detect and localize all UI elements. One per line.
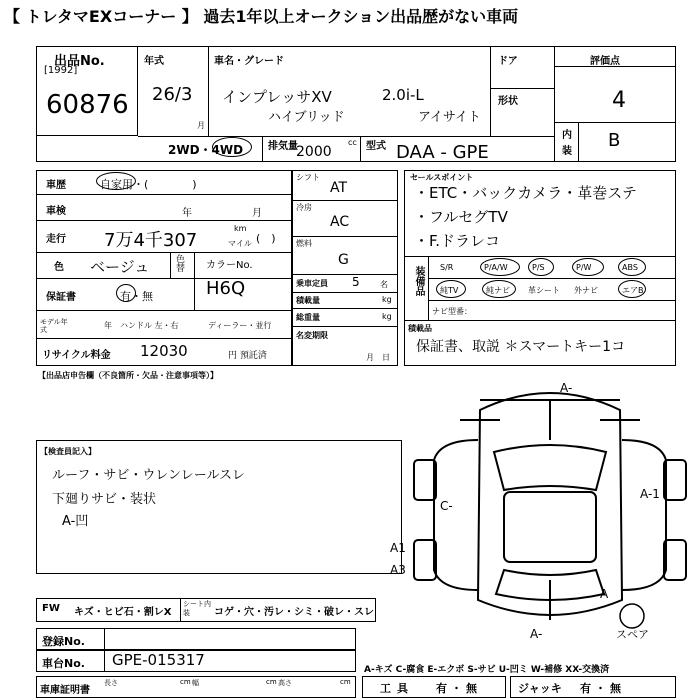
page-header: 【 トレタマEXコーナー 】 過去1年以上オークション出品歴がない車両 [4,7,519,26]
equipment-label: 装備品 [413,266,424,296]
diagram-mark-rear: A- [530,627,543,641]
interior-label-2: 装 [562,146,572,157]
gross-unit: kg [382,312,392,321]
load-unit: kg [382,295,392,304]
sales-point-1: ・ETC・バックカメラ・革巻ステ [414,184,637,202]
seat-codes: コゲ・穴・汚レ・シミ・破レ・スレ [214,607,374,618]
diagram-mark-roof: A- [560,381,573,395]
lot-number: 60876 [46,90,129,120]
recycle-label: リサイクル料金 [42,350,111,361]
color-code-label: カラーNo. [206,260,253,271]
accessories-value: 保証書、取説 ＊スマートキー1コ [416,339,626,355]
color-value: ベージュ [90,258,150,276]
navi-model-label: ナビ型番： [432,307,472,316]
seat-label: シート内装 [183,600,211,617]
displacement-unit: cc [348,138,357,147]
cert-height: 高さ [278,679,292,687]
shift-value: AT [330,180,348,196]
equip-paw-circle [480,258,520,276]
displacement-value: 2000 [296,144,332,160]
cert-width: 幅 [192,679,199,687]
cert-cm-1: cm [180,678,191,686]
jack-options: 有・無 [580,682,625,695]
history-circle [96,172,136,190]
mileage-label: 走行 [46,234,66,245]
equip-airbag: エアB [622,286,644,295]
model-year-unit: 年 [104,321,112,330]
capacity-label: 乗車定員 [296,279,328,288]
mileage-unit-km: km [234,224,247,233]
equip-leather: 革シート [528,286,560,295]
aircon-value: AC [330,214,350,230]
equip-airbag-circle [618,280,646,298]
diagram-mark-right: A-1 [640,487,660,501]
chassis-label: 車台No. [42,657,85,670]
lot-code: [1992] [44,65,78,76]
drive-options: 2WD・4WD [168,143,244,157]
diagram-mark-rear-right: A [600,587,609,601]
body-type-label: 形状 [498,96,518,107]
equip-tv-circle [436,280,466,298]
year-value: 26/3 [152,84,193,105]
color-code: H6Q [206,278,246,299]
recycle-value: 12030 [140,342,188,360]
registration-label: 登録No. [42,635,85,648]
cert-cm-2: cm [266,678,277,686]
load-label: 積載量 [296,296,320,305]
equip-navi: 純ナビ [486,286,510,295]
fw-codes: キズ・ヒビ石・割レX [74,607,172,618]
interior-value: B [608,130,621,151]
grade-line-1: 2.0i-L [382,86,424,104]
history-label: 車歴 [46,180,66,191]
cert-cm-3: cm [340,678,351,686]
year-label: 年式 [144,56,164,67]
cert-label: 車庫証明書 [40,685,90,696]
score-label: 評価点 [590,56,620,67]
fw-label: FW [42,603,60,614]
model-name-2: ハイブリッド [268,110,345,125]
displacement-label: 排気量 [268,141,298,152]
door-label: ドア [498,56,518,67]
equip-pw: P/W [576,263,592,272]
spare-tire-icon [620,604,644,628]
equip-paw: P/A/W [484,263,508,272]
capacity-unit: 名 [380,280,388,289]
fuel-value: G [338,252,349,268]
model-year-label: モデル年式 [40,318,68,334]
inspector-notes-box [36,440,402,574]
diagram-mark-lower-left-2: A3 [390,563,406,577]
handle-options: ハンドル 左・右 [120,321,179,330]
mileage-paren: ( ) [256,232,276,245]
inspector-note-1: ルーフ・サビ・ウレンレールスレ [52,468,246,483]
recycle-unit: 円 預託済 [228,351,267,361]
name-change-label: 名変期限 [296,331,328,340]
equip-abs: ABS [622,263,638,272]
mileage-unit-mile: マイル [228,239,252,248]
inspection-month: 月 [252,208,262,219]
color-label: 色 [54,262,64,273]
equip-ext-navi: 外ナビ [574,286,598,295]
lot-label: 出品No. [54,54,105,69]
type-value: DAA - GPE [396,142,489,163]
inspector-note-3: A-凹 [62,514,89,529]
diagram-mark-lower-left-1: A1 [390,541,406,555]
type-label: 型式 [366,141,386,152]
model-label: 車名・グレード [214,56,284,67]
history-options: 自家用・( ) [100,178,197,191]
equip-ps: P/S [532,263,545,272]
model-name-1: インプレッサXV [222,88,332,106]
car-damage-diagram [390,380,700,641]
equip-ps-circle [528,258,554,276]
inspector-note-2: 下廻りサビ・装状 [52,492,157,507]
color-change-label: 色替 [174,254,184,272]
sales-point-3: ・F.ドラレコ [414,232,500,250]
score-value: 4 [612,88,626,113]
chassis-value: GPE-015317 [112,651,205,669]
tools-options: 有・無 [436,682,481,695]
aircon-label: 冷房 [296,203,312,212]
tools-label: 工具 [380,682,414,695]
capacity-value: 5 [352,275,360,289]
fuel-label: 燃料 [296,239,312,248]
damage-legend: A-キズ C-腐食 E-エクボ S-サビ U-凹ミ W-補修 XX-交換済 [364,665,610,675]
equip-sr: S/R [440,263,454,272]
warranty-circle [116,284,136,302]
drive-4wd-circle [212,137,252,157]
mileage-value: 7万4千307 [104,230,198,251]
gross-label: 総重量 [296,313,320,322]
inspection-label: 車検 [46,206,66,217]
cert-length: 長さ [104,679,118,687]
inspector-label: 【検査員記入】 [40,447,96,456]
interior-label-1: 内 [562,130,572,141]
left-info-block [36,170,292,366]
sales-points-label: セールスポイント [410,173,474,182]
equip-tv: 純TV [440,286,459,295]
sales-point-2: ・フルセグTV [414,208,508,226]
declaration-label: 【出品店申告欄（不良箇所・欠品・注意事項等）】 [38,371,218,380]
accessories-label: 積載品 [408,324,432,333]
equip-navi-circle [482,280,516,298]
spare-label: スペア [616,628,649,641]
year-month-unit: 月 [197,121,205,130]
equip-abs-circle [618,258,646,276]
dealer-options: ディーラー・並行 [208,321,272,330]
grade-line-2: アイサイト [418,110,481,125]
diagram-mark-left: C- [440,499,453,513]
warranty-label: 保証書 [46,292,76,303]
name-change-unit: 月日 [366,353,398,362]
shift-label: シフト [296,173,320,182]
inspection-year: 年 [182,208,192,219]
warranty-options: 有・無 [120,290,153,303]
jack-label: ジャッキ [518,682,562,695]
equip-pw-circle [572,258,604,276]
